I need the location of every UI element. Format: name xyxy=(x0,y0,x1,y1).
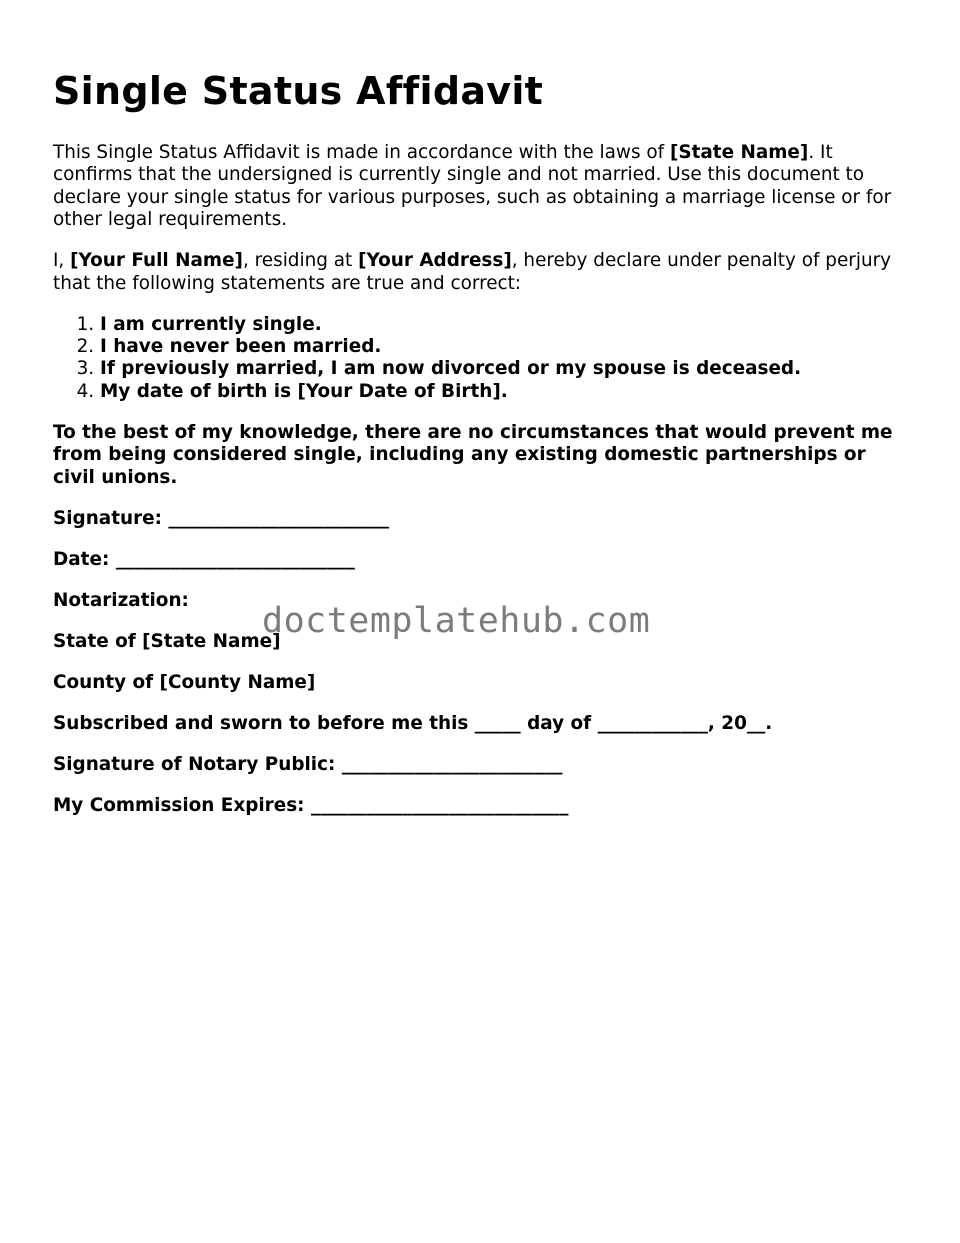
statement-item: 4. My date of birth is [Your Date of Birth]. xyxy=(100,381,903,403)
notary-state-line: State of [State Name] xyxy=(53,630,281,652)
watermark: doctemplatehub.com xyxy=(262,601,651,641)
signature-line: Signature: ________________________ xyxy=(53,507,390,529)
notarization-heading: Notarization: xyxy=(53,589,189,611)
declaration-suffix: , hereby declare under penalty of perjury that the following statements are true and correct: xyxy=(53,250,892,294)
intro-state-placeholder: [State Name] xyxy=(669,142,809,163)
notary-signature-line: Signature of Notary Public: ________________________ xyxy=(53,753,563,775)
intro-text-1: This Single Status Affidavit is made in accordance with the laws of xyxy=(53,142,670,163)
statement-item: 2. I have never been married. xyxy=(100,336,903,358)
knowledge-paragraph: To the best of my knowledge, there are no circumstances that would prevent me from being considered single, including any existing domestic partnerships or civil unions. xyxy=(53,421,893,488)
document-title: Single Status Affidavit xyxy=(53,69,544,113)
statement-item: 1. I am currently single. xyxy=(100,314,903,336)
intro-paragraph xyxy=(53,142,903,232)
document-page xyxy=(53,66,903,836)
notary-county-line: County of [County Name] xyxy=(53,671,316,693)
declaration-prefix: I, xyxy=(53,250,71,272)
date-line: Date: __________________________ xyxy=(53,548,355,570)
declaration-middle: , residing at xyxy=(242,250,359,272)
statements-list xyxy=(53,314,903,404)
commission-expires-line: My Commission Expires: ____________________________ xyxy=(53,794,569,816)
intro-text-2: . It confirms that the undersigned is currently single and not married. Use this document to declare your single status for various purposes, such as obtaining a marriage license or for other legal requirements. xyxy=(53,142,892,231)
address-placeholder: [Your Address] xyxy=(358,250,512,272)
declaration-paragraph xyxy=(53,250,903,295)
statement-item: 3. If previously married, I am now divorced or my spouse is deceased. xyxy=(100,358,903,380)
full-name-placeholder: [Your Full Name] xyxy=(70,250,243,272)
sworn-line: Subscribed and sworn to before me this _____ day of ____________, 20__. xyxy=(53,712,773,734)
